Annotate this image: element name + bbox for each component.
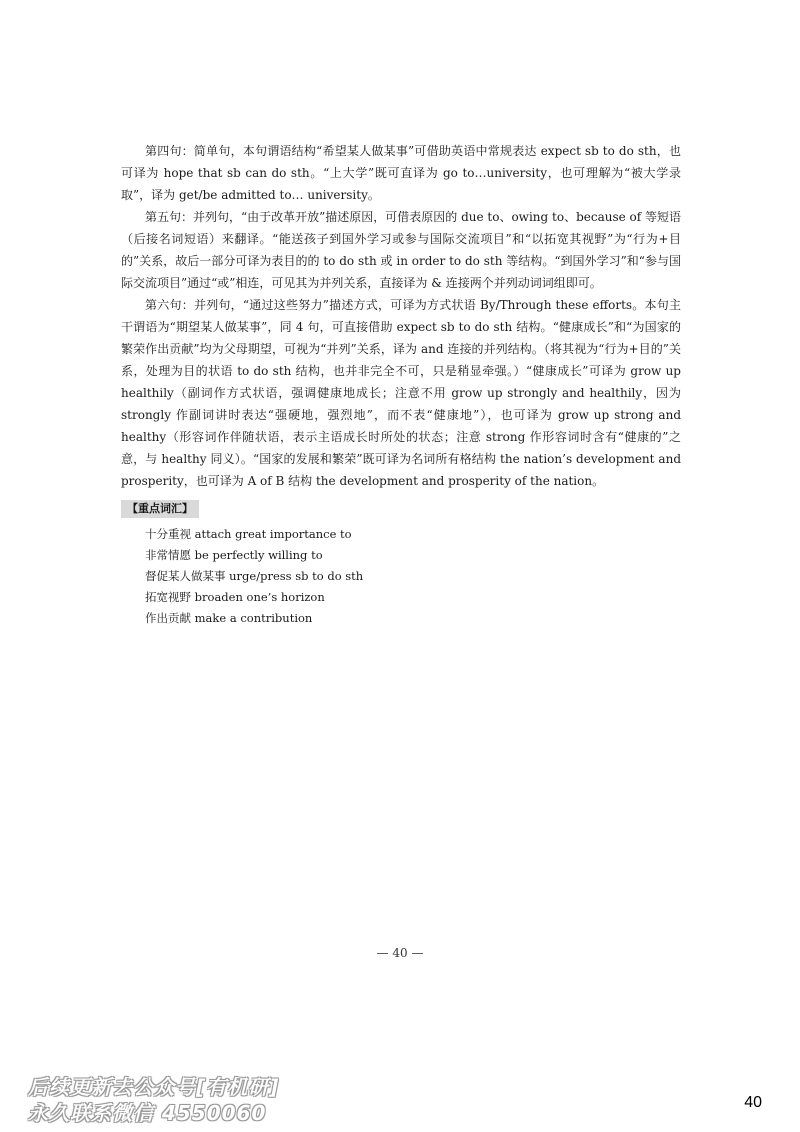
vocab-item: 拓宽视野 broaden one’s horizon xyxy=(145,590,325,604)
vocab-item: 十分重视 attach great importance to xyxy=(145,527,352,541)
vocab-heading: 【重点词汇】 xyxy=(121,500,199,518)
watermark-line-1: 后续更新去公众号[有机研] xyxy=(28,1075,280,1099)
vocab-item: 作出贡献 make a contribution xyxy=(145,611,313,625)
watermark xyxy=(28,1074,279,1126)
vocab-item: 非常情愿 be perfectly willing to xyxy=(145,548,323,562)
vocab-list xyxy=(145,524,363,629)
footer-page-indicator: — 40 — xyxy=(376,946,424,960)
vocab-item: 督促某人做某事 urge/press sb to do sth xyxy=(145,569,364,583)
page-number: 40 xyxy=(744,1094,762,1111)
body-text xyxy=(121,140,681,492)
paragraph-sentence-5: 第五句：并列句，“由于改革开放”描述原因，可借表原因的 due to、owing to、because of 等短语（后接名词短语）来翻译。“能送孩子到国外学习或参与国际交流项目”和“以拓宽其视野”为“行为+目的”关系，故后一部分可译为表目的的 to do sth 或 in order to do sth 等结构。“到国外学习”和“参与国际交流项目”通过“或”相连，可见其为并列关系，直接译为 & 连接两个并列动词词组即可。 xyxy=(121,210,682,290)
watermark-line-2: 永久联系微信 4550060 xyxy=(28,1101,267,1125)
paragraph-sentence-6: 第六句：并列句，“通过这些努力”描述方式，可译为方式状语 By/Through these efforts。本句主干谓语为“期望某人做某事”，同 4 句，可直接借助 expect sb to do sth 结构。“健康成长”和“为国家的繁荣作出贡献”均为父母期望，可视为“并列”关系，译为 and 连接的并列结构。（将其视为“行为+目的”关系，处理为目的状语 to do sth 结构，也并非完全不可，只是稍显牵强。）“健康成长”可译为 grow up healthily（副词作方式状语，强调健康地成长；注意不用 grow up strongly and healthily，因为 strongly 作副词讲时表达“强硬地，强烈地”，而不表“健康地”），也可译为 grow up strong and healthy（形容词作伴随状语，表示主语成长时所处的状态；注意 strong 作形容词时含有“健康的”之意，与 healthy 同义）。“国家的发展和繁荣”既可译为名词所有格结构 the nation’s development and prosperity，也可译为 A of B 结构 the development and prosperity of the nation。 xyxy=(121,298,681,488)
paragraph-sentence-4: 第四句：简单句，本句谓语结构“希望某人做某事”可借助英语中常规表达 expect sb to do sth，也可译为 hope that sb can do sth。“上大学”既可直译为 go to…university，也可理解为“被大学录取”，译为 get/be admitted to… university。 xyxy=(121,144,681,202)
